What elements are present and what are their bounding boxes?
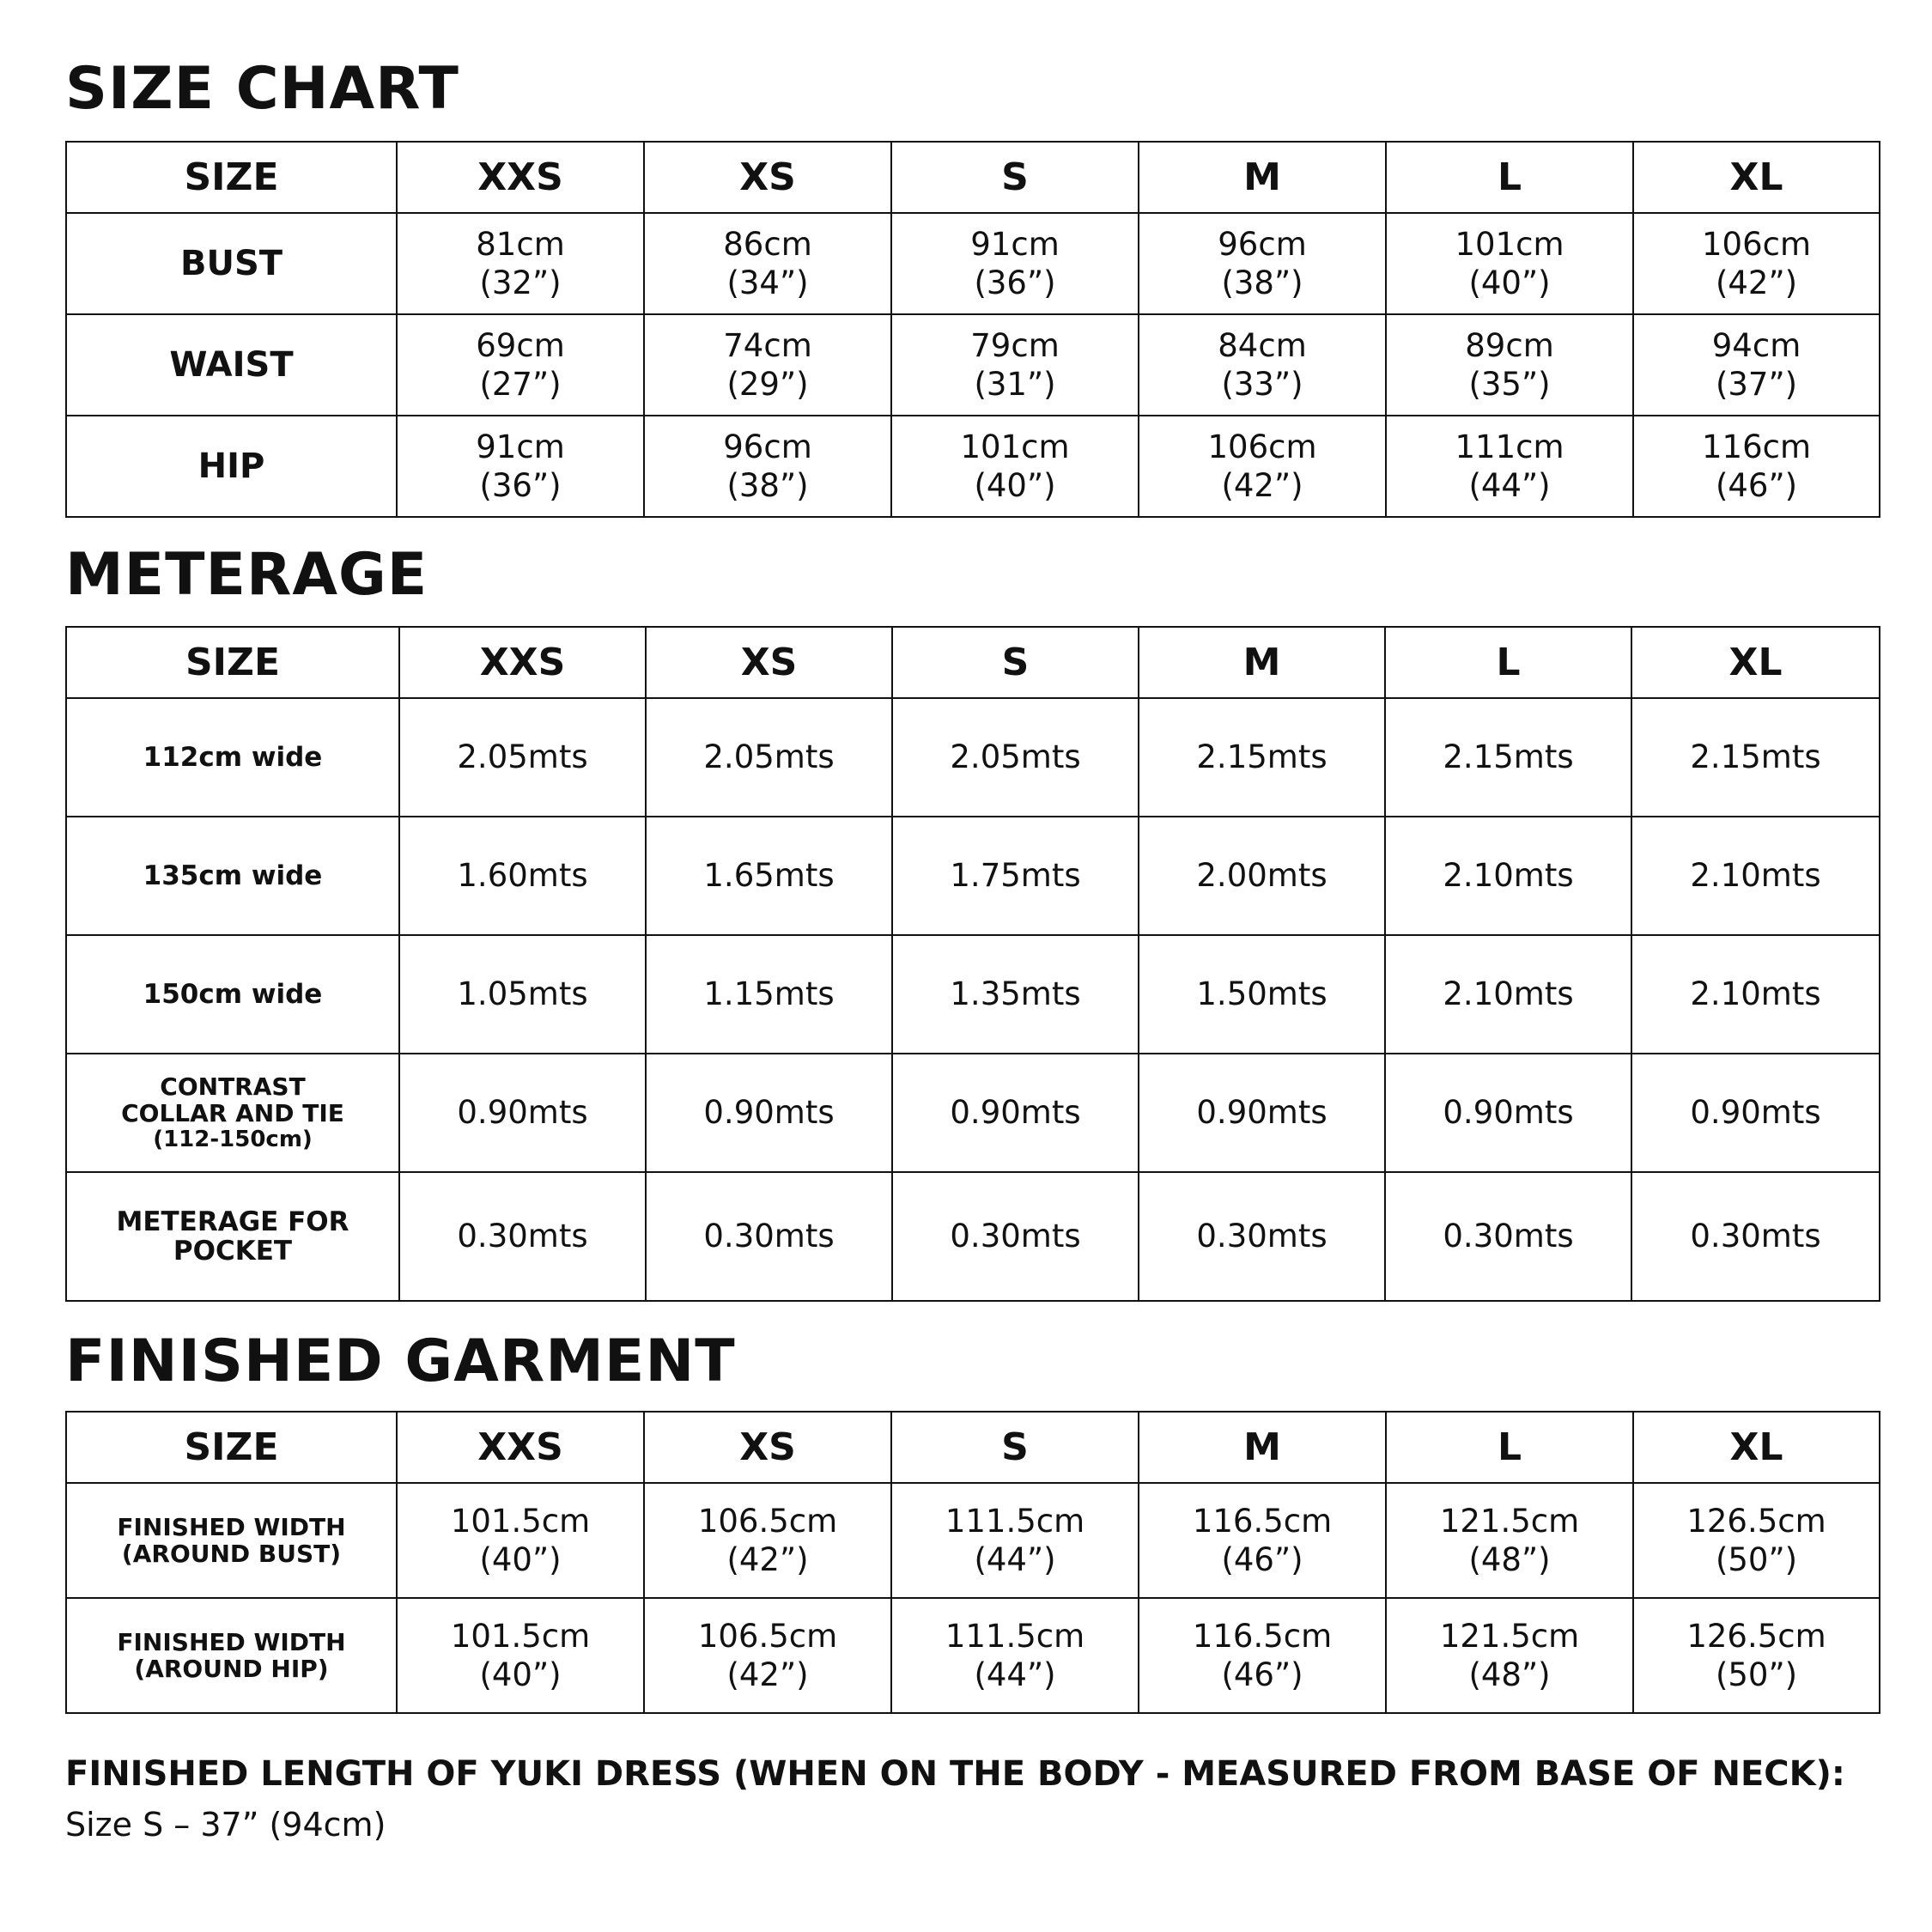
table-row — [66, 1054, 1880, 1172]
cell-inch: (48”) — [1468, 1656, 1551, 1693]
table-cell — [1633, 1598, 1880, 1713]
table-cell: 2.10mts — [1631, 817, 1880, 935]
table-cell — [1386, 1483, 1633, 1598]
size-chart-table — [65, 141, 1880, 518]
table-row — [66, 935, 1880, 1054]
finished-length-note: Size S – 37” (94cm) — [65, 1806, 386, 1844]
cell-cm: 126.5cm — [1686, 1502, 1826, 1540]
table-cell: 0.90mts — [1139, 1054, 1385, 1172]
table-cell: 2.15mts — [1385, 698, 1631, 817]
row-label-150cm: 150cm wide — [66, 935, 399, 1054]
header-cell: M — [1139, 627, 1385, 698]
header-cell: XXS — [399, 627, 646, 698]
header-cell: SIZE — [66, 142, 397, 213]
label-line: FINISHED WIDTH — [117, 1627, 346, 1656]
cell-cm: 116cm — [1701, 428, 1811, 465]
table-cell — [1633, 314, 1880, 416]
header-cell: S — [891, 142, 1139, 213]
cell-inch: (40”) — [974, 467, 1056, 504]
table-cell — [891, 1598, 1139, 1713]
table-cell: 2.10mts — [1385, 817, 1631, 935]
cell-inch: (34”) — [726, 264, 809, 301]
cell-cm: 111.5cm — [945, 1502, 1085, 1540]
table-cell — [891, 314, 1139, 416]
label-line: CONTRAST — [160, 1072, 306, 1102]
table-cell: 0.30mts — [399, 1172, 646, 1301]
row-label-hip: HIP — [66, 416, 397, 517]
cell-cm: 106cm — [1207, 428, 1317, 465]
size-chart-title: SIZE CHART — [65, 55, 459, 123]
header-cell: XXS — [397, 1412, 644, 1483]
label-line: COLLAR AND TIE — [121, 1099, 344, 1128]
cell-inch: (42”) — [1715, 264, 1798, 301]
cell-inch: (44”) — [974, 1656, 1056, 1693]
finished-length-heading: FINISHED LENGTH OF YUKI DRESS (WHEN ON THE BODY - MEASURED FROM BASE OF NECK): — [65, 1754, 1845, 1794]
cell-inch: (44”) — [974, 1541, 1056, 1578]
table-cell — [1139, 213, 1386, 314]
table-cell: 1.75mts — [892, 817, 1139, 935]
cell-cm: 86cm — [723, 225, 812, 263]
header-cell: S — [892, 627, 1139, 698]
header-cell: XXS — [397, 142, 644, 213]
row-label-bust: BUST — [66, 213, 397, 314]
table-cell: 2.05mts — [399, 698, 646, 817]
table-cell — [1386, 314, 1633, 416]
table-cell — [397, 213, 644, 314]
table-cell — [1633, 213, 1880, 314]
table-row — [66, 698, 1880, 817]
label-line: METERAGE FOR — [116, 1206, 349, 1237]
cell-inch: (42”) — [726, 1541, 809, 1578]
cell-cm: 89cm — [1465, 326, 1554, 364]
cell-inch: (31”) — [974, 366, 1056, 403]
size-chart-header-row — [66, 142, 1880, 213]
table-cell — [644, 1598, 891, 1713]
cell-cm: 116.5cm — [1192, 1502, 1333, 1540]
table-cell: 0.30mts — [892, 1172, 1139, 1301]
cell-cm: 96cm — [723, 428, 812, 465]
header-cell: M — [1139, 142, 1386, 213]
table-cell — [1139, 1483, 1386, 1598]
header-cell: XL — [1633, 1412, 1880, 1483]
row-label-135cm: 135cm wide — [66, 817, 399, 935]
table-cell: 1.05mts — [399, 935, 646, 1054]
header-cell: XS — [644, 142, 891, 213]
table-cell — [397, 1598, 644, 1713]
table-cell: 2.05mts — [892, 698, 1139, 817]
table-row — [66, 416, 1880, 517]
cell-inch: (36”) — [974, 264, 1056, 301]
table-cell: 0.90mts — [1385, 1054, 1631, 1172]
cell-cm: 91cm — [970, 225, 1060, 263]
header-cell: XS — [644, 1412, 891, 1483]
cell-inch: (50”) — [1715, 1656, 1798, 1693]
label-sub: (112-150cm) — [153, 1126, 313, 1152]
table-cell — [397, 416, 644, 517]
cell-cm: 111.5cm — [945, 1617, 1085, 1655]
cell-inch: (29”) — [726, 366, 809, 403]
row-label-pocket — [66, 1172, 399, 1301]
table-cell: 1.60mts — [399, 817, 646, 935]
table-cell: 2.15mts — [1631, 698, 1880, 817]
cell-cm: 126.5cm — [1686, 1617, 1826, 1655]
table-cell — [891, 1483, 1139, 1598]
cell-cm: 101.5cm — [450, 1617, 591, 1655]
cell-inch: (40”) — [479, 1541, 562, 1578]
cell-cm: 79cm — [970, 326, 1060, 364]
cell-cm: 116.5cm — [1192, 1617, 1333, 1655]
row-label-contrast-collar — [66, 1054, 399, 1172]
header-cell: XL — [1633, 142, 1880, 213]
meterage-table — [65, 626, 1880, 1302]
table-cell: 0.30mts — [1139, 1172, 1385, 1301]
table-cell: 0.90mts — [399, 1054, 646, 1172]
table-cell: 0.30mts — [646, 1172, 892, 1301]
row-label-waist: WAIST — [66, 314, 397, 416]
table-cell: 2.10mts — [1385, 935, 1631, 1054]
cell-inch: (37”) — [1715, 366, 1798, 403]
table-row — [66, 213, 1880, 314]
cell-cm: 84cm — [1218, 326, 1307, 364]
cell-inch: (27”) — [479, 366, 562, 403]
cell-inch: (38”) — [1221, 264, 1303, 301]
cell-inch: (33”) — [1221, 366, 1303, 403]
cell-inch: (46”) — [1715, 467, 1798, 504]
table-cell — [1139, 416, 1386, 517]
table-cell: 0.90mts — [892, 1054, 1139, 1172]
header-cell: SIZE — [66, 1412, 397, 1483]
table-cell — [1139, 1598, 1386, 1713]
finished-garment-title: FINISHED GARMENT — [65, 1327, 736, 1395]
cell-cm: 101cm — [960, 428, 1070, 465]
table-cell — [644, 314, 891, 416]
table-cell: 2.10mts — [1631, 935, 1880, 1054]
header-cell: S — [891, 1412, 1139, 1483]
cell-cm: 96cm — [1218, 225, 1307, 263]
row-label-112cm: 112cm wide — [66, 698, 399, 817]
table-cell — [397, 1483, 644, 1598]
table-cell — [397, 314, 644, 416]
label-line: (AROUND HIP) — [134, 1655, 329, 1683]
meterage-header-row — [66, 627, 1880, 698]
cell-cm: 121.5cm — [1439, 1617, 1580, 1655]
cell-inch: (46”) — [1221, 1541, 1303, 1578]
table-row — [66, 1598, 1880, 1713]
cell-inch: (36”) — [479, 467, 562, 504]
header-cell: M — [1139, 1412, 1386, 1483]
header-cell: XL — [1631, 627, 1880, 698]
table-cell: 0.90mts — [646, 1054, 892, 1172]
table-cell: 1.65mts — [646, 817, 892, 935]
header-cell: L — [1386, 1412, 1633, 1483]
table-cell — [1139, 314, 1386, 416]
cell-cm: 94cm — [1711, 326, 1801, 364]
table-cell: 1.35mts — [892, 935, 1139, 1054]
table-cell: 1.50mts — [1139, 935, 1385, 1054]
cell-inch: (44”) — [1468, 467, 1551, 504]
cell-inch: (32”) — [479, 264, 562, 301]
cell-cm: 121.5cm — [1439, 1502, 1580, 1540]
cell-cm: 106cm — [1701, 225, 1811, 263]
table-cell — [891, 416, 1139, 517]
cell-inch: (40”) — [1468, 264, 1551, 301]
cell-cm: 106.5cm — [697, 1502, 838, 1540]
table-row — [66, 817, 1880, 935]
cell-cm: 74cm — [723, 326, 812, 364]
cell-inch: (40”) — [479, 1656, 562, 1693]
table-cell — [1386, 213, 1633, 314]
cell-cm: 101cm — [1455, 225, 1564, 263]
header-cell: XS — [646, 627, 892, 698]
finished-garment-table — [65, 1411, 1880, 1714]
table-cell: 2.15mts — [1139, 698, 1385, 817]
cell-cm: 81cm — [476, 225, 565, 263]
cell-inch: (50”) — [1715, 1541, 1798, 1578]
header-cell: SIZE — [66, 627, 399, 698]
table-cell — [1386, 1598, 1633, 1713]
cell-inch: (46”) — [1221, 1656, 1303, 1693]
cell-cm: 91cm — [476, 428, 565, 465]
row-label-finished-width-bust — [66, 1483, 397, 1598]
table-row — [66, 314, 1880, 416]
row-label-finished-width-hip — [66, 1598, 397, 1713]
cell-inch: (38”) — [726, 467, 809, 504]
finished-garment-header-row — [66, 1412, 1880, 1483]
cell-inch: (48”) — [1468, 1541, 1551, 1578]
table-row — [66, 1172, 1880, 1301]
table-cell: 1.15mts — [646, 935, 892, 1054]
table-cell: 2.00mts — [1139, 817, 1385, 935]
table-cell — [1386, 416, 1633, 517]
label-line: POCKET — [173, 1236, 293, 1267]
table-cell: 0.90mts — [1631, 1054, 1880, 1172]
table-cell — [1633, 416, 1880, 517]
table-cell — [644, 1483, 891, 1598]
cell-cm: 101.5cm — [450, 1502, 591, 1540]
label-line: FINISHED WIDTH — [117, 1512, 346, 1541]
table-cell — [891, 213, 1139, 314]
table-cell: 2.05mts — [646, 698, 892, 817]
table-cell — [644, 213, 891, 314]
cell-cm: 106.5cm — [697, 1617, 838, 1655]
table-row — [66, 1483, 1880, 1598]
header-cell: L — [1385, 627, 1631, 698]
cell-inch: (42”) — [1221, 467, 1303, 504]
table-cell — [644, 416, 891, 517]
table-cell: 0.30mts — [1631, 1172, 1880, 1301]
table-cell: 0.30mts — [1385, 1172, 1631, 1301]
header-cell: L — [1386, 142, 1633, 213]
table-cell — [1633, 1483, 1880, 1598]
label-line: (AROUND BUST) — [121, 1540, 342, 1568]
cell-cm: 111cm — [1455, 428, 1564, 465]
cell-inch: (35”) — [1468, 366, 1551, 403]
cell-cm: 69cm — [476, 326, 565, 364]
meterage-title: METERAGE — [65, 541, 428, 609]
cell-inch: (42”) — [726, 1656, 809, 1693]
